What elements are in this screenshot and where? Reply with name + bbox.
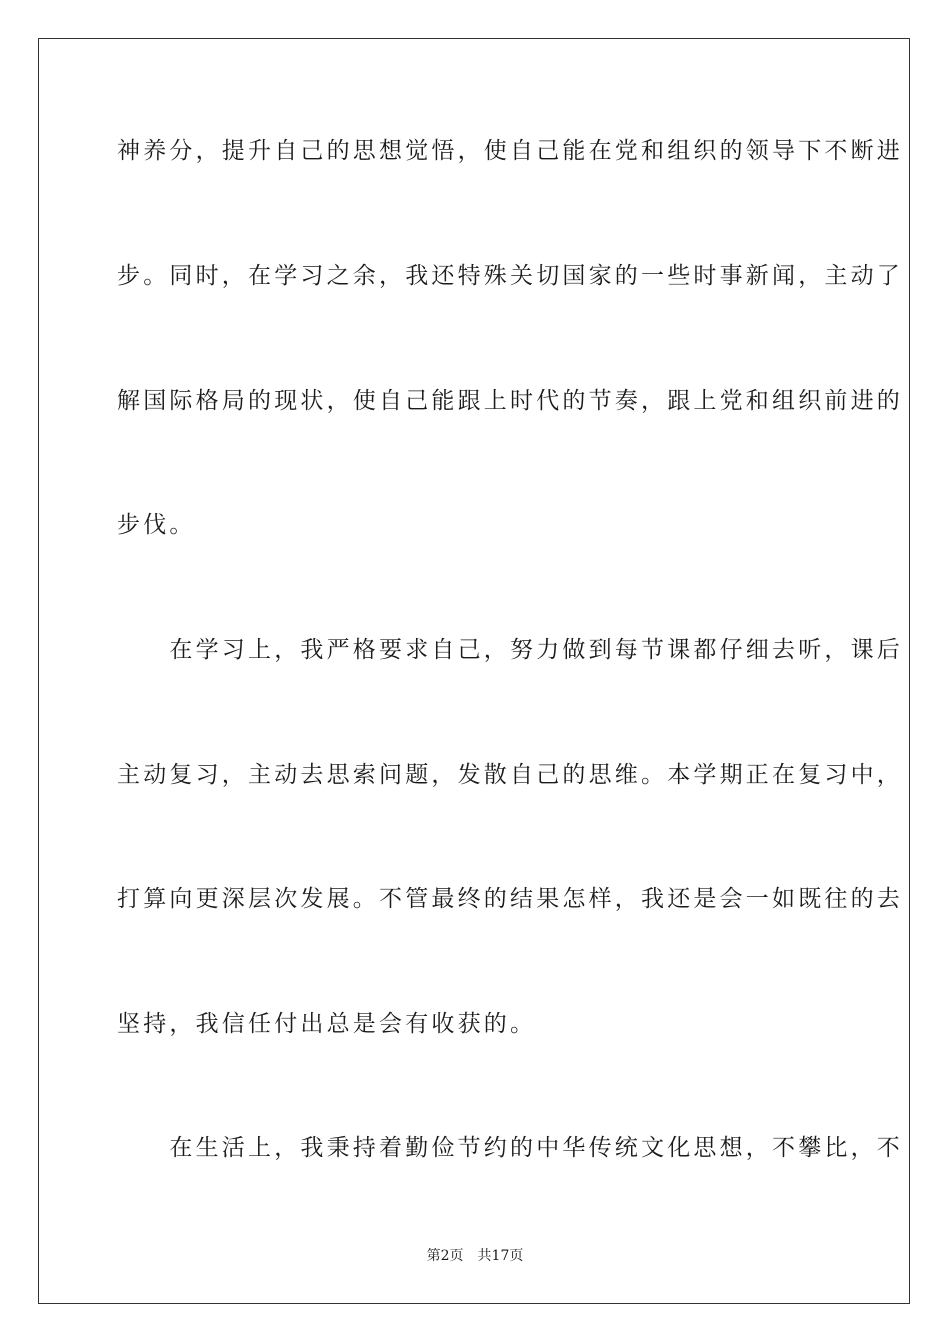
text-line: 解国际格局的现状，使自己能跟上时代的节奏，跟上党和组织前进的 bbox=[117, 388, 903, 414]
text-line: 主动复习，主动去思索问题，发散自己的思维。本学期正在复习中， bbox=[117, 762, 903, 788]
text-line: 步伐。 bbox=[117, 512, 196, 538]
text-line: 打算向更深层次发展。不管最终的结果怎样，我还是会一如既往的去 bbox=[117, 886, 903, 912]
page-number: 第2页 bbox=[426, 1248, 464, 1264]
text-line: 步。同时，在学习之余，我还特殊关切国家的一些时事新闻，主动了 bbox=[117, 263, 903, 289]
text-line: 坚持，我信任付出总是会有收获的。 bbox=[117, 1011, 537, 1037]
page-border bbox=[38, 38, 910, 1304]
text-line: 在生活上，我秉持着勤俭节约的中华传统文化思想，不攀比，不 bbox=[117, 1135, 903, 1161]
text-line: 神养分，提升自己的思想觉悟，使自己能在党和组织的领导下不断进 bbox=[117, 138, 903, 164]
text-line: 在学习上，我严格要求自己，努力做到每节课都仔细去听，课后 bbox=[117, 637, 903, 663]
page-footer bbox=[0, 1247, 950, 1265]
total-pages: 共17页 bbox=[477, 1248, 524, 1264]
